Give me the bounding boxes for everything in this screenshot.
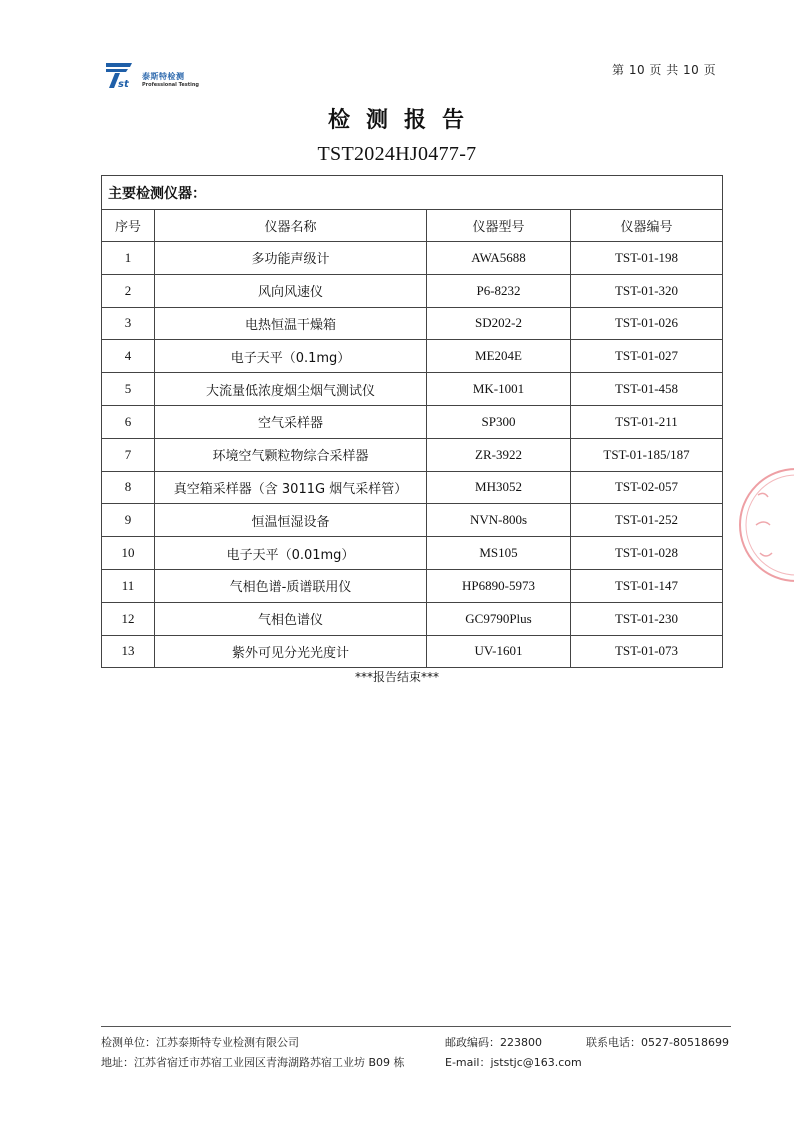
report-number: TST2024HJ0477-7 <box>317 143 477 165</box>
row-index: 3 <box>102 307 155 340</box>
table-row <box>102 242 723 275</box>
footer-phone: 联系电话：0527-80518699 <box>586 1036 729 1049</box>
row-index: 8 <box>102 471 155 504</box>
column-header-name: 仪器名称 <box>155 210 427 242</box>
instrument-id: TST-01-230 <box>571 602 723 635</box>
footer-divider <box>101 1026 731 1027</box>
table-row <box>102 602 723 635</box>
instrument-model: MH3052 <box>427 471 571 504</box>
instrument-id: TST-02-057 <box>571 471 723 504</box>
instrument-model: ME204E <box>427 340 571 373</box>
instrument-name: 大流量低浓度烟尘烟气测试仪 <box>155 373 427 406</box>
row-index: 9 <box>102 504 155 537</box>
column-header-id: 仪器编号 <box>571 210 723 242</box>
instrument-id: TST-01-198 <box>571 242 723 275</box>
svg-text:st: st <box>118 79 129 90</box>
instrument-model: MS105 <box>427 537 571 570</box>
instrument-name: 空气采样器 <box>155 405 427 438</box>
instrument-model: AWA5688 <box>427 242 571 275</box>
column-header-index: 序号 <box>102 210 155 242</box>
instrument-model: NVN-800s <box>427 504 571 537</box>
row-index: 1 <box>102 242 155 275</box>
instrument-id: TST-01-252 <box>571 504 723 537</box>
official-seal-stamp <box>732 455 794 595</box>
table-header-row <box>102 210 723 242</box>
instrument-id: TST-01-073 <box>571 635 723 668</box>
instrument-name: 环境空气颗粒物综合采样器 <box>155 438 427 471</box>
footer-address: 地址：江苏省宿迁市苏宿工业园区青海湖路苏宿工业坊 B09 栋 <box>101 1056 405 1069</box>
row-index: 7 <box>102 438 155 471</box>
instrument-id: TST-01-028 <box>571 537 723 570</box>
instrument-id: TST-01-211 <box>571 405 723 438</box>
row-index: 5 <box>102 373 155 406</box>
instrument-table <box>101 175 723 668</box>
instrument-name: 电热恒温干燥箱 <box>155 307 427 340</box>
table-row <box>102 340 723 373</box>
instrument-name: 真空箱采样器（含 3011G 烟气采样管） <box>155 471 427 504</box>
instrument-id: TST-01-320 <box>571 274 723 307</box>
row-index: 10 <box>102 537 155 570</box>
instrument-model: SP300 <box>427 405 571 438</box>
table-row <box>102 274 723 307</box>
instrument-model: ZR-3922 <box>427 438 571 471</box>
instrument-name: 风向风速仪 <box>155 274 427 307</box>
row-index: 4 <box>102 340 155 373</box>
column-header-model: 仪器型号 <box>427 210 571 242</box>
instrument-name: 恒温恒湿设备 <box>155 504 427 537</box>
instrument-id: TST-01-458 <box>571 373 723 406</box>
instrument-model: MK-1001 <box>427 373 571 406</box>
tst-logo-icon <box>104 60 134 90</box>
row-index: 12 <box>102 602 155 635</box>
row-index: 6 <box>102 405 155 438</box>
report-end-marker: ***报告结束*** <box>354 670 439 684</box>
instrument-model: UV-1601 <box>427 635 571 668</box>
instrument-id: TST-01-027 <box>571 340 723 373</box>
table-row <box>102 569 723 602</box>
row-index: 13 <box>102 635 155 668</box>
instrument-name: 多功能声级计 <box>155 242 427 275</box>
table-row <box>102 504 723 537</box>
instrument-model: SD202-2 <box>427 307 571 340</box>
footer-postcode: 邮政编码：223800 <box>445 1036 542 1049</box>
instrument-name: 气相色谱仪 <box>155 602 427 635</box>
logo-text: 泰斯特检测 <box>142 72 185 81</box>
table-row <box>102 635 723 668</box>
instrument-name: 电子天平（0.01mg） <box>155 537 427 570</box>
table-row <box>102 438 723 471</box>
instrument-name: 电子天平（0.1mg） <box>155 340 427 373</box>
table-row <box>102 373 723 406</box>
footer-email: E-mail：jststjc@163.com <box>445 1056 582 1069</box>
logo-subtext: Professional Testing <box>142 82 199 88</box>
row-index: 11 <box>102 569 155 602</box>
instrument-id: TST-01-026 <box>571 307 723 340</box>
table-row <box>102 405 723 438</box>
instrument-model: HP6890-5973 <box>427 569 571 602</box>
footer-unit: 检测单位：江苏泰斯特专业检测有限公司 <box>101 1036 299 1049</box>
row-index: 2 <box>102 274 155 307</box>
table-row <box>102 471 723 504</box>
instrument-id: TST-01-147 <box>571 569 723 602</box>
instrument-model: P6-8232 <box>427 274 571 307</box>
report-title: 检测报告 <box>327 108 480 133</box>
table-row <box>102 307 723 340</box>
section-title: 主要检测仪器： <box>102 176 723 210</box>
table-row <box>102 537 723 570</box>
company-logo <box>104 60 204 94</box>
instrument-id: TST-01-185/187 <box>571 438 723 471</box>
page-indicator: 第 10 页 共 10 页 <box>612 63 717 77</box>
instrument-name: 气相色谱-质谱联用仪 <box>155 569 427 602</box>
instrument-model: GC9790Plus <box>427 602 571 635</box>
instrument-name: 紫外可见分光光度计 <box>155 635 427 668</box>
